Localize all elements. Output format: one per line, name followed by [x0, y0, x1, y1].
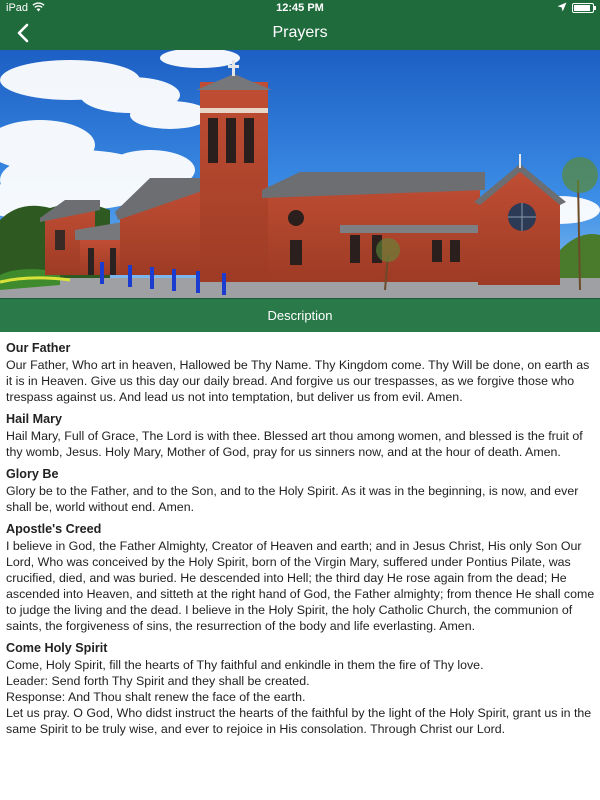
wifi-icon	[32, 2, 45, 15]
prayer-line: Let us pray. O God, Who didst instruct the hearts of the faithful by the light of the Holy Spirit, grant us in the same Spirit to be truly wise, and ever to rejoice in His consolation. Through Christ our Lord.	[6, 706, 592, 736]
prayer-line: Response: And Thou shalt renew the face of the earth.	[6, 690, 306, 704]
prayer-line: Glory be to the Father, and to the Son, and to the Holy Spirit. As it was in the beginning, is now, and ever shall be, world without end. Amen.	[6, 484, 579, 514]
prayer-item	[6, 411, 596, 460]
prayer-item	[6, 466, 596, 515]
battery-level	[574, 5, 590, 11]
prayer-title: Glory Be	[6, 467, 59, 481]
prayer-title: Our Father	[6, 341, 71, 355]
description-header: Description	[0, 298, 600, 332]
navigation-bar	[0, 16, 600, 50]
prayer-line: Our Father, Who art in heaven, Hallowed be Thy Name. Thy Kingdom come. Thy Will be done, on earth as it is in Heaven. Give us this day our daily bread. And forgive us our trespasses, as we forgive those who trespass against us. And lead us not into temptation, but deliver us from evil. Amen.	[6, 358, 590, 404]
prayer-text	[6, 538, 596, 634]
status-left	[6, 2, 45, 15]
status-right	[557, 2, 594, 15]
battery-icon	[572, 3, 594, 13]
church-photo	[0, 50, 600, 298]
prayer-item	[6, 521, 596, 634]
prayer-item	[6, 640, 596, 737]
prayer-text	[6, 657, 596, 737]
prayer-line: Leader: Send forth Thy Spirit and they shall be created.	[6, 674, 310, 688]
prayer-list	[6, 340, 596, 743]
chevron-left-icon	[16, 23, 30, 43]
prayer-item	[6, 340, 596, 405]
back-button[interactable]	[10, 20, 36, 46]
status-bar	[0, 0, 600, 16]
prayer-text	[6, 357, 596, 405]
prayer-text	[6, 483, 596, 515]
prayer-line: I believe in God, the Father Almighty, Creator of Heaven and earth; and in Jesus Christ, His only Son Our Lord, Who was conceived by the Holy Spirit, born of the Virgin Mary, suffered under Pontius Pilate, was crucified, died, and was buried. He descended into Hell; the third day He rose again from the dead; He ascended into Heaven, and sitteth at the right hand of God, the Father almighty; from thence He shall come to judge the living and the dead. I believe in the Holy Spirit, the holy Catholic Church, the communion of saints, the forgiveness of sins, the resurrection of the body and life everlasting. Amen.	[6, 539, 595, 633]
prayer-title: Apostle's Creed	[6, 522, 102, 536]
location-arrow-icon	[557, 2, 567, 15]
status-time: 12:45 PM	[276, 2, 324, 14]
prayer-line: Hail Mary, Full of Grace, The Lord is with thee. Blessed art thou among women, and blessed is the fruit of thy womb, Jesus. Holy Mary, Mother of God, pray for us sinners now, and at the hour of death. Amen.	[6, 429, 583, 459]
page-title: Prayers	[272, 24, 328, 41]
device-name: iPad	[6, 2, 29, 14]
prayer-title: Come Holy Spirit	[6, 641, 108, 655]
prayer-title: Hail Mary	[6, 412, 62, 426]
prayer-line: Come, Holy Spirit, fill the hearts of Thy faithful and enkindle in them the fire of Thy love.	[6, 658, 484, 672]
prayer-text	[6, 428, 596, 460]
